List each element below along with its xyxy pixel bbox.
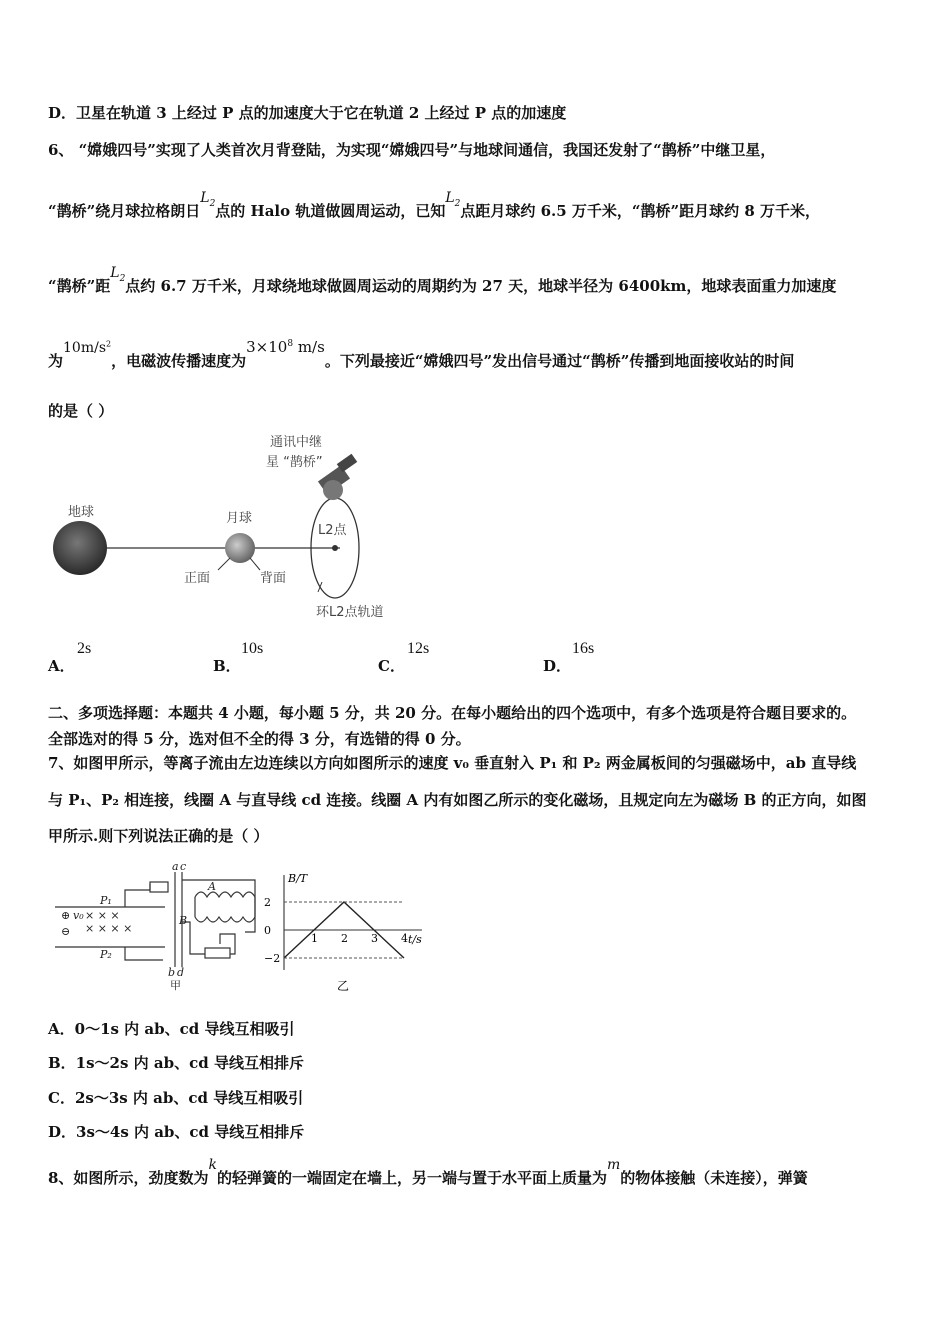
resistor bbox=[205, 948, 230, 958]
q6-text: ，电磁波传播速度为 bbox=[111, 352, 247, 370]
coil-a bbox=[195, 892, 255, 897]
q8-line-1 bbox=[48, 1157, 808, 1188]
svg-text:d: d bbox=[177, 966, 185, 979]
orbit-label: 环L2点轨道 bbox=[316, 605, 384, 620]
svg-text:甲: 甲 bbox=[170, 979, 181, 992]
y-tick-label: −2 bbox=[264, 952, 281, 965]
q7-line-1: 7、如图甲所示，等离子流由左边连续以方向如图所示的速度 v₀ 垂直射入 P₁ 和 P₂ 两金属板间的匀强磁场中，ab 直导线 bbox=[48, 754, 857, 772]
section2-line-2: 全部选对的得 5 分，选对但不全的得 3 分，有选错的得 0 分。 bbox=[48, 730, 471, 748]
svg-text:B: B bbox=[179, 914, 188, 927]
q7-line-2: 与 P₁、P₂ 相连接，线圈 A 与直导线 cd 连接。线圈 A 内有如图乙所示的变化磁场，且规定向左为磁场 B 的正方向，如图 bbox=[48, 791, 867, 809]
q6-option-c-letter: C． bbox=[378, 657, 405, 675]
l2-label: L2点 bbox=[318, 523, 347, 538]
q8-text: 的轻弹簧的一端固定在墙上，另一端与置于水平面上质量为 bbox=[216, 1169, 607, 1187]
x-tick-label: 1 bbox=[311, 932, 318, 945]
section2-line-1: 二、多项选择题：本题共 4 小题，每小题 5 分，共 20 分。在每小题给出的四个选项中，有多个选项是符合题目要求的。 bbox=[48, 704, 857, 722]
q7-line-3: 甲所示.则下列说法正确的是（ ） bbox=[48, 827, 269, 845]
q6-option-a-letter: A． bbox=[48, 657, 75, 675]
y-tick-label: 2 bbox=[264, 896, 271, 909]
q6-text: 点约 6.7 万千米，月球绕地球做圆周运动的周期约为 27 天，地球半径为 6400km，地球表面重力加速度 bbox=[125, 277, 837, 295]
q6-text: 。下列最接近“嫦娥四号”发出信号通过“鹊桥”传播到地面接收站的时间 bbox=[324, 352, 795, 370]
svg-text:P₂: P₂ bbox=[100, 948, 112, 961]
q6-option-b-letter: B． bbox=[213, 657, 241, 675]
svg-text:× × × ×: × × × × bbox=[85, 922, 133, 935]
q6-line-4 bbox=[48, 338, 795, 371]
relay-label-1: 通讯中继 bbox=[270, 435, 323, 450]
q6-line-1: 6、 “嫦娥四号”实现了人类首次月背登陆，为实现“嫦娥四号”与地球间通信，我国还发射了“鹊桥”中继卫星， bbox=[48, 141, 776, 159]
svg-text:⊖: ⊖ bbox=[61, 925, 71, 938]
back-label: 背面 bbox=[260, 571, 287, 586]
yi-label: 乙 bbox=[337, 979, 350, 993]
g-value: $10m/s^2$ bbox=[63, 339, 112, 356]
svg-text:⊕: ⊕ bbox=[61, 909, 71, 922]
q6-option-d-letter: D． bbox=[543, 657, 572, 675]
y-axis-label: B/T bbox=[288, 872, 308, 885]
q7-circuit-figure bbox=[55, 862, 270, 992]
earth bbox=[53, 521, 107, 575]
svg-text:b: b bbox=[168, 966, 176, 979]
q6-figure bbox=[50, 430, 430, 630]
svg-text:× × ×: × × × bbox=[85, 909, 120, 922]
q6-text: 点的 Halo 轨道做圆周运动，已知 bbox=[215, 202, 446, 220]
earth-label: 地球 bbox=[68, 505, 95, 520]
q6-text: 为 bbox=[48, 352, 64, 370]
relay-label-2: 星 “鹊桥” bbox=[266, 455, 323, 470]
front-label: 正面 bbox=[184, 571, 211, 586]
c-value: $3\times 10^8$ m/s bbox=[246, 338, 325, 356]
svg-text:a: a bbox=[172, 862, 179, 873]
q6-option-a-value: 2s bbox=[77, 640, 92, 657]
m-symbol: m bbox=[606, 1157, 621, 1173]
svg-text:P₁: P₁ bbox=[100, 894, 112, 907]
q6-text: 点距月球约 6.5 万千米，“鹊桥”距月球约 8 万千米， bbox=[460, 202, 821, 220]
moon-label: 月球 bbox=[226, 511, 253, 526]
q6-option-b-value: 10s bbox=[241, 640, 264, 657]
svg-text:c: c bbox=[180, 862, 187, 873]
x-axis-label: t/s bbox=[408, 933, 422, 946]
q6-line-2 bbox=[48, 190, 821, 223]
q6-line-5: 的是（ ） bbox=[48, 402, 114, 420]
l2-point bbox=[332, 545, 338, 551]
x-tick-label: 2 bbox=[341, 932, 348, 945]
q7-option-b: B．1s～2s 内 ab、cd 导线互相排斥 bbox=[48, 1054, 304, 1072]
svg-text:A: A bbox=[208, 880, 216, 893]
q7-option-c: C．2s～3s 内 ab、cd 导线互相吸引 bbox=[48, 1089, 304, 1107]
k-symbol: k bbox=[208, 1157, 217, 1173]
x-tick-label: 3 bbox=[371, 932, 378, 945]
l2-symbol: $L_2$ bbox=[200, 190, 216, 209]
x-tick-label: 4 bbox=[401, 932, 408, 945]
l2-symbol: $L_2$ bbox=[445, 190, 461, 209]
q6-text: “鹊桥”距 bbox=[48, 277, 111, 295]
q6-option-c-value: 12s bbox=[407, 640, 430, 657]
q7-option-d: D．3s～4s 内 ab、cd 导线互相排斥 bbox=[48, 1123, 305, 1141]
q5-option-d: D．卫星在轨道 3 上经过 P 点的加速度大于它在轨道 2 上经过 P 点的加速度 bbox=[48, 104, 567, 122]
q7-option-a: A．0～1s 内 ab、cd 导线互相吸引 bbox=[48, 1020, 295, 1038]
relay-satellite bbox=[318, 454, 357, 500]
q6-text: “鹊桥”绕月球拉格朗日 bbox=[48, 202, 201, 220]
q6-option-d-value: 16s bbox=[572, 640, 595, 657]
y-tick-label: 0 bbox=[264, 924, 271, 937]
q8-text: 的物体接触（未连接），弹簧 bbox=[620, 1169, 808, 1187]
l2-symbol: $L_2$ bbox=[110, 265, 126, 284]
q8-text: 8、如图所示，劲度数为 bbox=[48, 1169, 209, 1187]
q6-line-3 bbox=[48, 265, 837, 298]
q7-bt-chart bbox=[262, 870, 432, 995]
svg-text:v₀: v₀ bbox=[73, 909, 84, 922]
